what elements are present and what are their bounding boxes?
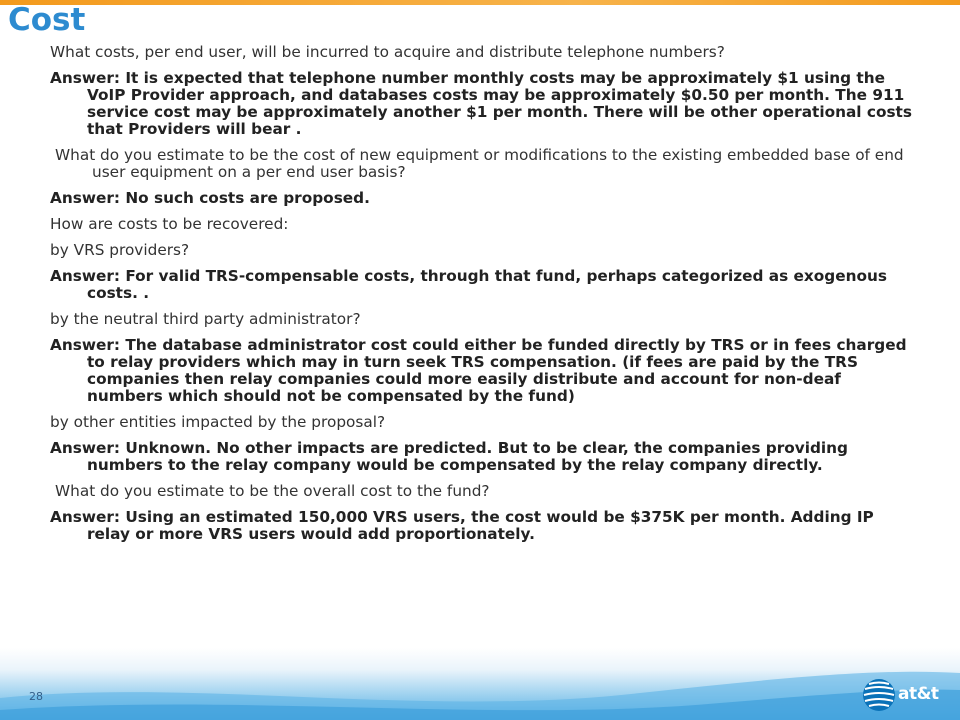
page-number: 28 <box>29 690 43 703</box>
question-cost-recovery: How are costs to be recovered: <box>50 215 289 233</box>
att-globe-icon <box>862 678 896 712</box>
answer-equipment-costs: Answer: No such costs are proposed. <box>50 189 370 207</box>
att-wordmark: at&t <box>898 684 939 704</box>
question-third-party-admin: by the neutral third party administrator? <box>50 310 361 328</box>
top-accent-bar <box>0 0 960 5</box>
question-overall-cost: What do you estimate to be the overall cost to the fund? <box>55 482 490 500</box>
slide-body <box>50 44 920 552</box>
answer-acquire-costs: Answer: It is expected that telephone number monthly costs may be approximately $1 using the VoIP Provider approach, and databases costs may be approximately $0.50 per month. The 911 service cost may be approximately another $1 per month. There will be other operational costs that Providers will bear . <box>50 69 912 138</box>
answer-vrs-providers: Answer: For valid TRS-compensable costs, through that fund, perhaps categorized as exogenous costs. . <box>50 267 888 302</box>
question-acquire-costs: What costs, per end user, will be incurred to acquire and distribute telephone numbers? <box>50 43 725 61</box>
footer-wave <box>0 648 960 720</box>
answer-third-party-admin: Answer: The database administrator cost could either be funded directly by TRS or in fees charged to relay providers which may in turn seek TRS compensation. (if fees are paid by the TRS companies then relay companies could more easily distribute and account for non-deaf numbers which should not be compensated by the fund) <box>50 336 907 405</box>
question-vrs-providers: by VRS providers? <box>50 241 190 259</box>
answer-overall-cost: Answer: Using an estimated 150,000 VRS users, the cost would be $375K per month. Adding IP relay or more VRS users would add proportionately. <box>50 508 874 543</box>
question-other-entities: by other entities impacted by the proposal? <box>50 413 386 431</box>
slide-title: Cost <box>8 2 86 38</box>
att-logo <box>862 678 952 712</box>
question-equipment-costs: What do you estimate to be the cost of new equipment or modifications to the existing embedded base of end user equipment on a per end user basis? <box>55 146 904 181</box>
answer-other-entities: Answer: Unknown. No other impacts are predicted. But to be clear, the companies providing numbers to the relay company would be compensated by the relay company directly. <box>50 439 848 474</box>
